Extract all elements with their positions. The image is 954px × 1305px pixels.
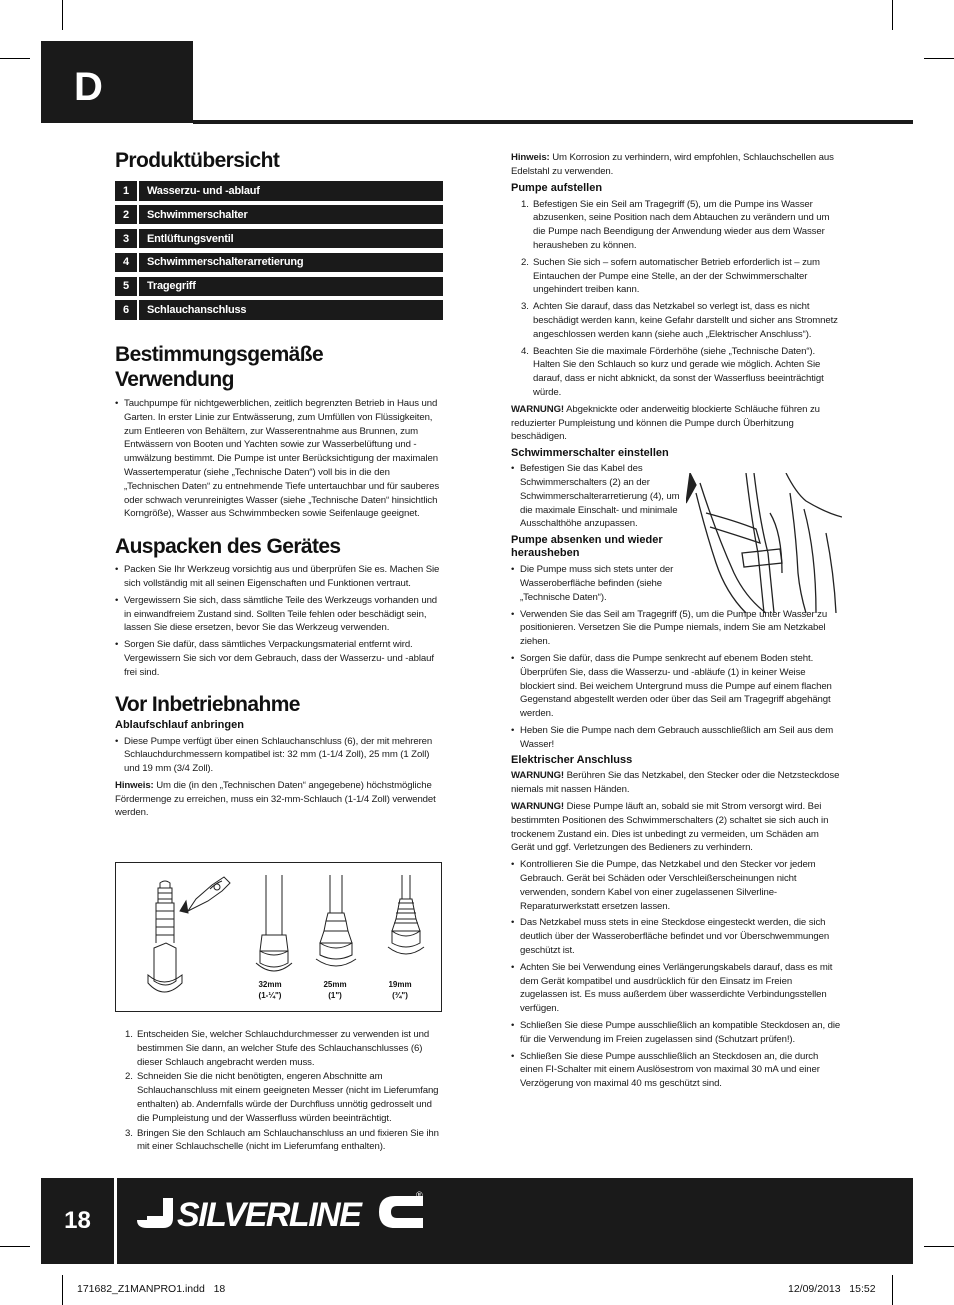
hinweis-text: Um Korrosion zu verhindern, wird empfohlen, Schlauchschellen aus Edelstahl zu verwenden. [511,152,834,177]
parts-row [115,229,443,249]
hose-size-inch: (¾") [392,991,408,1000]
hose-size-mm: 25mm [323,980,347,989]
warnung-paragraph [511,800,842,855]
part-label: Entlüftungsventil [139,229,443,249]
hinweis-label: Hinweis: [115,779,154,791]
list-item: • Diese Pumpe verfügt über einen Schlauchanschluss (6), der mit mehreren Schlauchdurchmessern kompatibel ist: 32 mm (1-1/4 Zoll), 25 mm (1 Zoll) und 19 mm (3/4 Zoll). [115,735,443,776]
hose-size-mm: 32mm [258,980,282,989]
auspacken-list [115,563,443,679]
hose-size-label [313,979,357,1001]
list-item: 2. Schneiden Sie die nicht benötigten, engeren Abschnitte am Schlauchanschluss mit einem geeigneten Messer (nicht im Lieferumfang enthalten) ab. Andernfalls würde der Durchfluss unnötig gedrosselt und die Pumpleistung und der Wasserfluss würden beeinträchtigt. [125,1071,439,1124]
warnung-text: Diese Pumpe läuft an, sobald sie mit Strom versorgt wird. Bei bestimmten Positionen des Schwimmerschalters (2) schaltet sie sich auch in trockenem Zustand ein. Dies ist unbedingt zu vermeiden, um Schäden am Gerät und ggf. Verletzungen des Bedieners zu verhindern. [511,801,829,854]
crop-mark [924,1246,954,1247]
list-item: • Schließen Sie diese Pumpe ausschließlich an kompatible Steckdosen an, die für die Verwendung im Freien zugelassen sind (Schutzart prüfen!). [511,1019,842,1047]
hinweis-paragraph [115,779,443,820]
part-number: 4 [115,253,137,273]
brand-wordmark: SILVERLINE [177,1196,361,1234]
part-number: 1 [115,181,137,201]
list-item: • Schließen Sie diese Pumpe ausschließlich an Steckdosen an, die durch einen FI-Schalter mit einem Auslösestrom von maximal 30 mA und einer Verzögerung von maximal 40 ms geschützt sind. [511,1050,842,1091]
schwimmer-list [511,462,687,531]
list-item: 4. Beachten Sie die maximale Förderhöhe (siehe „Technische Daten“). Halten Sie den Schlauch so kurz und gerade wie möglich. Achten Sie darauf, dass er nicht abknickt, da sonst der Wasserfluss beeinträchtigt würde. [521,345,824,398]
part-number: 6 [115,300,137,320]
header-rule [193,120,913,124]
part-label: Schlauchanschluss [139,300,443,320]
crop-mark [892,0,893,30]
parts-list [115,181,443,320]
parts-row [115,277,443,297]
left-column [115,148,443,820]
list-item: • Sorgen Sie dafür, dass die Pumpe senkrecht auf ebenem Boden steht. Überprüfen Sie, dass die Wasserzu- und -abläufe (1) in keiner Weise blockiert sind. Bei weichem Untergrund muss die Pumpe auf einem flachen Gegenstand abgestellt werden oder über das Seil am Tragegriff abgehängt werden. [511,652,842,721]
part-label: Wasserzu- und -ablauf [139,181,443,201]
list-item: 3. Achten Sie darauf, dass das Netzkabel so verlegt ist, dass es nicht beschädigt werden kann, keine Gefahr darstellt und sicher ans Stromnetz angeschlossen werden kann (siehe auch „Elektrischer Anschluss“). [521,301,838,340]
list-item: 1. Entscheiden Sie, welcher Schlauchdurchmesser zu verwenden ist und bestimmen Sie dann, an welcher Stufe des Schlauchanschlusses (6) dieser Schlauch angebracht werden muss. [125,1029,430,1068]
list-item: • Befestigen Sie das Kabel des Schwimmerschalters (2) an der Schwimmerschalterarretierung (4), um die maximale Einschalt- und minimale Ausschalthöhe anzupassen. [511,462,687,531]
subheading-pumpe-aufstellen: Pumpe aufstellen [511,181,603,194]
warnung-paragraph [511,403,842,444]
silverline-logo [133,1186,433,1234]
subheading-ablaufschlauf: Ablaufschlauf anbringen [115,718,244,731]
footer-divider [114,1178,117,1264]
hose-size-label [248,979,292,1001]
list-item: 3. Bringen Sie den Schlauch am Schlauchanschluss an und fixieren Sie ihn mit einer Schlauchschelle (nicht im Lieferumfang enthalten). [125,1127,439,1153]
section-title-vor-inbetriebnahme: Vor Inbetriebnahme [115,692,300,716]
crop-mark [0,58,30,59]
list-item: • Vergewissern Sie sich, dass sämtliche Teile des Werkzeugs vorhanden und in einwandfreiem Zustand sind. Sollten Teile fehlen oder beschädigt sein, lassen Sie diese ersetzen, bevor Sie das Werkzeug verwenden. [115,594,443,635]
parts-row [115,205,443,225]
hinweis-text: Um die (in den „Technischen Daten“ angegebene) höchstmögliche Fördermenge zu erreichen, muss ein 32-mm-Schlauch (1-1/4 Zoll) verwendet werden. [115,779,436,819]
crop-mark [892,1275,893,1305]
subheading-absenken [511,534,687,560]
warnung-label: WARNUNG! [511,801,565,813]
step-text: Schneiden Sie die nicht benötigten, engeren Abschnitte am Schlauchanschluss mit einem geeigneten Messer (nicht im Lieferumfang enthalten) ab. Andernfalls würde der Durchfluss unnötig gedrosselt und die Pumpleistung und der Wasserfluss würden beeinträchtigt. [137,1071,439,1124]
aufstellen-steps-list [511,198,842,400]
part-label: Schwimmerschalter [139,205,443,225]
step-text: Achten Sie darauf, dass das Netzkabel so verlegt ist, dass es nicht beschädigt werden kann, keine Gefahr darstellt und sicher ans Stromnetz angeschlossen werden kann (siehe auch „Elektrischer Anschluss“). [533,301,838,340]
list-item: • Packen Sie Ihr Werkzeug vorsichtig aus und überprüfen Sie es. Machen Sie sich vollständig mit all seinen Eigenschaften und Funktionen vertraut. [115,563,443,591]
ablauf-list [115,735,443,776]
crop-mark [0,1246,30,1247]
subheading-line: Pumpe absenken und wieder [511,534,663,547]
part-number: 5 [115,277,137,297]
section-title-line: Bestimmungsgemäße [115,342,324,366]
hinweis-paragraph [511,151,842,179]
list-item: • Heben Sie die Pumpe nach dem Gebrauch ausschließlich am Seil aus dem Wasser! [511,724,842,752]
hose-steps-list [115,1028,445,1157]
step-text: Beachten Sie die maximale Förderhöhe (siehe „Technische Daten“). Halten Sie den Schlauch so kurz und gerade wie möglich. Achten Sie darauf, dass er nicht abknickt, da sonst der Wasserfluss beeinträchtigt würde. [533,345,824,398]
part-number: 2 [115,205,137,225]
language-letter: D [74,65,103,109]
part-label: Tragegriff [139,277,443,297]
list-item: • Das Netzkabel muss stets in eine Steckdose eingesteckt werden, die sich deutlich über der Wasseroberfläche befindet und vor Überschwemmungen geschützt ist. [511,916,842,957]
step-text: Bringen Sie den Schlauch am Schlauchanschluss an und fixieren Sie ihn mit einer Schlauchschelle (nicht im Lieferumfang enthalten). [137,1127,439,1153]
page-number: 18 [64,1207,91,1234]
crop-mark [62,0,63,30]
slug-timestamp: 12/09/2013 15:52 [788,1283,876,1295]
hose-size-mm: 19mm [388,980,412,989]
bestimmung-list [115,397,443,521]
section-title-produktuebersicht: Produktübersicht [115,149,280,172]
step-text: Entscheiden Sie, welcher Schlauchdurchmesser zu verwenden ist und bestimmen Sie dann, an welcher Stufe des Schlauchanschlusses (6) dieser Schlauch angebracht werden muss. [137,1029,430,1068]
crop-mark [62,1275,63,1305]
list-item: 1. Befestigen Sie ein Seil am Tragegriff (5), um die Pumpe ins Wasser abzusenken, seine Position nach dem Abtauchen zu verändern und um die Pumpe nach Beendigung der Anwendung wieder aus dem Wasser herausheben zu können. [521,198,830,251]
list-item: • Achten Sie bei Verwendung eines Verlängerungskabels darauf, dass es mit dem Gerät kompatibel und ausdrücklich für den Einsatz im Freien zugelassen ist. Es muss außerdem über wasserdichte Verbindungsstellen verfügen. [511,961,842,1016]
subheading-line: herausheben [511,547,580,560]
section-title-line: Verwendung [115,367,234,391]
slug-filename: 171682_Z1MANPRO1.indd 18 [77,1283,226,1295]
crop-mark [924,58,954,59]
hose-size-label [378,979,422,1001]
parts-row [115,181,443,201]
hose-size-inch: (1") [328,991,342,1000]
float-switch-illustration [686,473,842,613]
subheading-elektrischer-anschluss: Elektrischer Anschluss [511,754,633,767]
warnung-label: WARNUNG! [511,403,565,415]
list-item: • Die Pumpe muss sich stets unter der Wasseroberfläche befinden (siehe „Technische Daten“). [511,563,687,604]
warnung-label: WARNUNG! [511,770,565,782]
list-item: • Sorgen Sie dafür, dass sämtliches Verpackungsmaterial entfernt wird. Vergewissern Sie sich vor dem Gebrauch, dass der Wasserzu- und -ablauf frei sind. [115,638,443,679]
hose-connector-figure [115,862,442,1012]
step-text: Suchen Sie sich – sofern automatischer Betrieb erforderlich ist – zum Eintauchen der Pumpe eine Stelle, an der der Schwimmerschalter ungehindert treiben kann. [533,256,820,296]
section-title-auspacken: Auspacken des Gerätes [115,535,341,559]
list-item: • Verwenden Sie das Seil am Tragegriff (5), um die Pumpe unter Wasser zu positionieren. Versetzen Sie die Pumpe niemals, indem Sie am Netzkabel ziehen. [511,608,842,649]
list-item: • Tauchpumpe für nichtgewerblichen, zeitlich begrenzten Betrieb in Haus und Garten. In erster Linie zur Entwässerung, zum Umfüllen von Flüssigkeiten, zum Entleeren von Behältern, zur Wasserentnahme aus Brunnen, zum Entwässern von Booten und Yachten sowie zur Wasserbelüftung und -umwälzung bestimmt. Die Pumpe ist unter Berücksichtigung der maximalen Wassertemperatur (siehe „Technische Daten“) voll bis in die den „Technischen Daten“ zu entnehmende Tiefe untertauchbar und für sauberes oder schwach verunreinigtes Wasser (siehe „Technische Daten“ hinsichtlich Korngröße), Wasser aus Schwimmbecken sowie Seifenlauge geeignet. [115,397,443,521]
subheading-schwimmerschalter: Schwimmerschalter einstellen [511,447,669,460]
registered-mark: ® [416,1190,423,1200]
hinweis-label: Hinweis: [511,152,550,163]
warnung-text: Berühren Sie das Netzkabel, den Stecker oder die Netzsteckdose niemals mit nassen Händen. [511,770,840,796]
parts-row [115,300,443,320]
parts-row [115,253,443,273]
section-title-bestimmung [115,342,443,392]
right-column [511,151,842,1094]
list-item: • Kontrollieren Sie die Pumpe, das Netzkabel und den Stecker vor jedem Gebrauch. Gerät bei Schäden oder Verschleißerscheinungen nicht verwenden, sondern Kabel von einer zugelassenen Silverline-Reparaturwerkstatt ersetzen lassen. [511,858,842,913]
part-label: Schwimmerschalterarretierung [139,253,443,273]
hose-size-inch: (1-¼") [258,991,282,1000]
elektrisch-list [511,858,842,1091]
part-number: 3 [115,229,137,249]
warnung-paragraph [511,769,842,797]
list-item: 2. Suchen Sie sich – sofern automatischer Betrieb erforderlich ist – zum Eintauchen der Pumpe eine Stelle, an der der Schwimmerschalter ungehindert treiben kann. [521,256,820,296]
step-text: Befestigen Sie ein Seil am Tragegriff (5), um die Pumpe ins Wasser abzusenken, seine Position nach dem Abtauchen zu verändern und um die Pumpe nach Beendigung der Anwendung wieder aus dem Wasser herausheben zu können. [533,198,830,251]
language-tab [41,41,193,123]
warnung-text: Abgeknickte oder anderweitig blockierte Schläuche führen zu reduzierter Pumpleistung und können die Pumpe durch Überhitzung beschädigen. [511,403,820,443]
